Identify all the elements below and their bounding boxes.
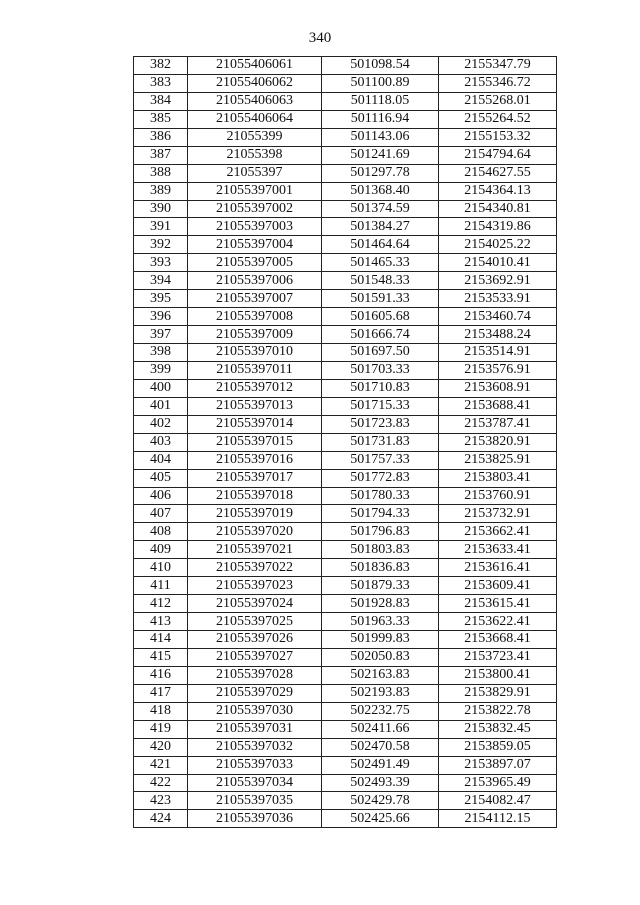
x-coordinate-cell: 502163.83 <box>322 666 439 684</box>
x-coordinate-cell: 501374.59 <box>322 200 439 218</box>
x-coordinate-cell: 501794.33 <box>322 505 439 523</box>
table-row <box>134 541 557 559</box>
point-id-cell: 21055397022 <box>188 559 322 577</box>
table-row <box>134 559 557 577</box>
table-row <box>134 738 557 756</box>
x-coordinate-cell: 501879.33 <box>322 577 439 595</box>
table-row <box>134 702 557 720</box>
y-coordinate-cell: 2153668.41 <box>439 631 557 649</box>
x-coordinate-cell: 501836.83 <box>322 559 439 577</box>
row-number-cell: 386 <box>134 128 188 146</box>
table-row <box>134 164 557 182</box>
row-number-cell: 383 <box>134 74 188 92</box>
point-id-cell: 21055397011 <box>188 361 322 379</box>
row-number-cell: 397 <box>134 326 188 344</box>
table-row <box>134 487 557 505</box>
point-id-cell: 21055397002 <box>188 200 322 218</box>
table-row <box>134 182 557 200</box>
row-number-cell: 414 <box>134 631 188 649</box>
point-id-cell: 21055397014 <box>188 415 322 433</box>
x-coordinate-cell: 502429.78 <box>322 792 439 810</box>
table-row <box>134 361 557 379</box>
table-row <box>134 308 557 326</box>
y-coordinate-cell: 2155268.01 <box>439 92 557 110</box>
point-id-cell: 21055397023 <box>188 577 322 595</box>
table-row <box>134 810 557 828</box>
y-coordinate-cell: 2153608.91 <box>439 379 557 397</box>
table-row <box>134 631 557 649</box>
table-row <box>134 666 557 684</box>
y-coordinate-cell: 2154627.55 <box>439 164 557 182</box>
point-id-cell: 21055398 <box>188 146 322 164</box>
y-coordinate-cell: 2153533.91 <box>439 290 557 308</box>
y-coordinate-cell: 2155346.72 <box>439 74 557 92</box>
y-coordinate-cell: 2155347.79 <box>439 57 557 75</box>
x-coordinate-cell: 501757.33 <box>322 451 439 469</box>
x-coordinate-cell: 501703.33 <box>322 361 439 379</box>
x-coordinate-cell: 501803.83 <box>322 541 439 559</box>
row-number-cell: 399 <box>134 361 188 379</box>
row-number-cell: 411 <box>134 577 188 595</box>
y-coordinate-cell: 2154364.13 <box>439 182 557 200</box>
table-row <box>134 74 557 92</box>
y-coordinate-cell: 2153800.41 <box>439 666 557 684</box>
row-number-cell: 418 <box>134 702 188 720</box>
table-row <box>134 613 557 631</box>
y-coordinate-cell: 2153576.91 <box>439 361 557 379</box>
row-number-cell: 401 <box>134 397 188 415</box>
row-number-cell: 398 <box>134 344 188 362</box>
x-coordinate-cell: 501464.64 <box>322 236 439 254</box>
row-number-cell: 388 <box>134 164 188 182</box>
table-row <box>134 774 557 792</box>
point-id-cell: 21055397032 <box>188 738 322 756</box>
point-id-cell: 21055406061 <box>188 57 322 75</box>
x-coordinate-cell: 501241.69 <box>322 146 439 164</box>
point-id-cell: 21055397001 <box>188 182 322 200</box>
row-number-cell: 393 <box>134 254 188 272</box>
point-id-cell: 21055397024 <box>188 595 322 613</box>
x-coordinate-cell: 501548.33 <box>322 272 439 290</box>
point-id-cell: 21055397009 <box>188 326 322 344</box>
row-number-cell: 421 <box>134 756 188 774</box>
table-row <box>134 756 557 774</box>
x-coordinate-cell: 501116.94 <box>322 110 439 128</box>
point-id-cell: 21055397034 <box>188 774 322 792</box>
row-number-cell: 424 <box>134 810 188 828</box>
point-id-cell: 21055397004 <box>188 236 322 254</box>
point-id-cell: 21055397017 <box>188 469 322 487</box>
coordinate-table <box>133 56 557 828</box>
x-coordinate-cell: 501999.83 <box>322 631 439 649</box>
x-coordinate-cell: 501723.83 <box>322 415 439 433</box>
y-coordinate-cell: 2153787.41 <box>439 415 557 433</box>
x-coordinate-cell: 501143.06 <box>322 128 439 146</box>
table-row <box>134 684 557 702</box>
point-id-cell: 21055397021 <box>188 541 322 559</box>
table-row <box>134 128 557 146</box>
point-id-cell: 21055397027 <box>188 648 322 666</box>
row-number-cell: 417 <box>134 684 188 702</box>
y-coordinate-cell: 2153622.41 <box>439 613 557 631</box>
row-number-cell: 396 <box>134 308 188 326</box>
row-number-cell: 390 <box>134 200 188 218</box>
table-row <box>134 397 557 415</box>
point-id-cell: 21055397007 <box>188 290 322 308</box>
y-coordinate-cell: 2153633.41 <box>439 541 557 559</box>
point-id-cell: 21055397035 <box>188 792 322 810</box>
x-coordinate-cell: 502193.83 <box>322 684 439 702</box>
row-number-cell: 413 <box>134 613 188 631</box>
x-coordinate-cell: 501928.83 <box>322 595 439 613</box>
table-row <box>134 326 557 344</box>
table-row <box>134 146 557 164</box>
point-id-cell: 21055397026 <box>188 631 322 649</box>
point-id-cell: 21055397006 <box>188 272 322 290</box>
y-coordinate-cell: 2154112.15 <box>439 810 557 828</box>
row-number-cell: 405 <box>134 469 188 487</box>
point-id-cell: 21055397003 <box>188 218 322 236</box>
x-coordinate-cell: 501780.33 <box>322 487 439 505</box>
y-coordinate-cell: 2153760.91 <box>439 487 557 505</box>
table-row <box>134 272 557 290</box>
row-number-cell: 389 <box>134 182 188 200</box>
table-row <box>134 290 557 308</box>
row-number-cell: 395 <box>134 290 188 308</box>
y-coordinate-cell: 2154794.64 <box>439 146 557 164</box>
point-id-cell: 21055397018 <box>188 487 322 505</box>
y-coordinate-cell: 2153820.91 <box>439 433 557 451</box>
x-coordinate-cell: 502411.66 <box>322 720 439 738</box>
point-id-cell: 21055397020 <box>188 523 322 541</box>
y-coordinate-cell: 2153897.07 <box>439 756 557 774</box>
row-number-cell: 419 <box>134 720 188 738</box>
x-coordinate-cell: 502050.83 <box>322 648 439 666</box>
table-row <box>134 254 557 272</box>
y-coordinate-cell: 2153616.41 <box>439 559 557 577</box>
point-id-cell: 21055397031 <box>188 720 322 738</box>
row-number-cell: 415 <box>134 648 188 666</box>
row-number-cell: 408 <box>134 523 188 541</box>
x-coordinate-cell: 501591.33 <box>322 290 439 308</box>
y-coordinate-cell: 2153615.41 <box>439 595 557 613</box>
row-number-cell: 403 <box>134 433 188 451</box>
point-id-cell: 21055397030 <box>188 702 322 720</box>
point-id-cell: 21055397016 <box>188 451 322 469</box>
x-coordinate-cell: 501368.40 <box>322 182 439 200</box>
x-coordinate-cell: 502493.39 <box>322 774 439 792</box>
point-id-cell: 21055397013 <box>188 397 322 415</box>
x-coordinate-cell: 501772.83 <box>322 469 439 487</box>
point-id-cell: 21055397008 <box>188 308 322 326</box>
point-id-cell: 21055397036 <box>188 810 322 828</box>
coordinate-table-body <box>134 57 557 828</box>
point-id-cell: 21055406064 <box>188 110 322 128</box>
x-coordinate-cell: 501100.89 <box>322 74 439 92</box>
y-coordinate-cell: 2154319.86 <box>439 218 557 236</box>
table-row <box>134 200 557 218</box>
table-row <box>134 433 557 451</box>
row-number-cell: 423 <box>134 792 188 810</box>
y-coordinate-cell: 2154025.22 <box>439 236 557 254</box>
x-coordinate-cell: 501384.27 <box>322 218 439 236</box>
table-row <box>134 648 557 666</box>
y-coordinate-cell: 2153662.41 <box>439 523 557 541</box>
point-id-cell: 21055397010 <box>188 344 322 362</box>
row-number-cell: 407 <box>134 505 188 523</box>
page-number: 340 <box>308 30 332 46</box>
x-coordinate-cell: 501605.68 <box>322 308 439 326</box>
point-id-cell: 21055397028 <box>188 666 322 684</box>
y-coordinate-cell: 2153460.74 <box>439 308 557 326</box>
table-row <box>134 236 557 254</box>
x-coordinate-cell: 501098.54 <box>322 57 439 75</box>
table-row <box>134 451 557 469</box>
table-row <box>134 505 557 523</box>
point-id-cell: 21055397012 <box>188 379 322 397</box>
point-id-cell: 21055397019 <box>188 505 322 523</box>
row-number-cell: 384 <box>134 92 188 110</box>
x-coordinate-cell: 501731.83 <box>322 433 439 451</box>
table-row <box>134 720 557 738</box>
table-row <box>134 595 557 613</box>
table-row <box>134 344 557 362</box>
y-coordinate-cell: 2155153.32 <box>439 128 557 146</box>
row-number-cell: 422 <box>134 774 188 792</box>
point-id-cell: 21055406063 <box>188 92 322 110</box>
y-coordinate-cell: 2154010.41 <box>439 254 557 272</box>
y-coordinate-cell: 2153692.91 <box>439 272 557 290</box>
y-coordinate-cell: 2154082.47 <box>439 792 557 810</box>
table-row <box>134 92 557 110</box>
point-id-cell: 21055397029 <box>188 684 322 702</box>
table-row <box>134 469 557 487</box>
y-coordinate-cell: 2154340.81 <box>439 200 557 218</box>
y-coordinate-cell: 2153825.91 <box>439 451 557 469</box>
point-id-cell: 21055397 <box>188 164 322 182</box>
y-coordinate-cell: 2153688.41 <box>439 397 557 415</box>
row-number-cell: 409 <box>134 541 188 559</box>
y-coordinate-cell: 2153965.49 <box>439 774 557 792</box>
y-coordinate-cell: 2153723.41 <box>439 648 557 666</box>
row-number-cell: 400 <box>134 379 188 397</box>
x-coordinate-cell: 501963.33 <box>322 613 439 631</box>
row-number-cell: 416 <box>134 666 188 684</box>
table-row <box>134 523 557 541</box>
x-coordinate-cell: 502470.58 <box>322 738 439 756</box>
y-coordinate-cell: 2153829.91 <box>439 684 557 702</box>
y-coordinate-cell: 2153832.45 <box>439 720 557 738</box>
point-id-cell: 21055397005 <box>188 254 322 272</box>
x-coordinate-cell: 501697.50 <box>322 344 439 362</box>
y-coordinate-cell: 2153803.41 <box>439 469 557 487</box>
table-row <box>134 57 557 75</box>
row-number-cell: 406 <box>134 487 188 505</box>
y-coordinate-cell: 2153609.41 <box>439 577 557 595</box>
table-row <box>134 577 557 595</box>
y-coordinate-cell: 2153822.78 <box>439 702 557 720</box>
table-row <box>134 218 557 236</box>
row-number-cell: 392 <box>134 236 188 254</box>
y-coordinate-cell: 2153514.91 <box>439 344 557 362</box>
row-number-cell: 394 <box>134 272 188 290</box>
point-id-cell: 21055397025 <box>188 613 322 631</box>
point-id-cell: 21055406062 <box>188 74 322 92</box>
row-number-cell: 410 <box>134 559 188 577</box>
x-coordinate-cell: 501715.33 <box>322 397 439 415</box>
y-coordinate-cell: 2153488.24 <box>439 326 557 344</box>
row-number-cell: 385 <box>134 110 188 128</box>
row-number-cell: 382 <box>134 57 188 75</box>
row-number-cell: 391 <box>134 218 188 236</box>
x-coordinate-cell: 501710.83 <box>322 379 439 397</box>
x-coordinate-cell: 502491.49 <box>322 756 439 774</box>
x-coordinate-cell: 501666.74 <box>322 326 439 344</box>
x-coordinate-cell: 501465.33 <box>322 254 439 272</box>
table-row <box>134 415 557 433</box>
point-id-cell: 21055399 <box>188 128 322 146</box>
row-number-cell: 387 <box>134 146 188 164</box>
table-row <box>134 379 557 397</box>
x-coordinate-cell: 502232.75 <box>322 702 439 720</box>
table-row <box>134 792 557 810</box>
row-number-cell: 412 <box>134 595 188 613</box>
point-id-cell: 21055397033 <box>188 756 322 774</box>
table-row <box>134 110 557 128</box>
row-number-cell: 420 <box>134 738 188 756</box>
x-coordinate-cell: 501796.83 <box>322 523 439 541</box>
x-coordinate-cell: 501118.05 <box>322 92 439 110</box>
y-coordinate-cell: 2153732.91 <box>439 505 557 523</box>
row-number-cell: 402 <box>134 415 188 433</box>
x-coordinate-cell: 501297.78 <box>322 164 439 182</box>
y-coordinate-cell: 2155264.52 <box>439 110 557 128</box>
row-number-cell: 404 <box>134 451 188 469</box>
point-id-cell: 21055397015 <box>188 433 322 451</box>
x-coordinate-cell: 502425.66 <box>322 810 439 828</box>
y-coordinate-cell: 2153859.05 <box>439 738 557 756</box>
